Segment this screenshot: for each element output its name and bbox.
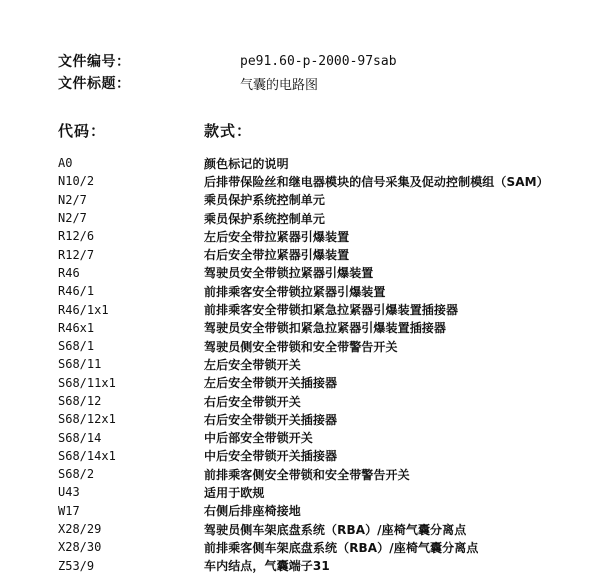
doc-title-label: 文件标题： [58, 76, 131, 92]
component-code: A0 [58, 156, 73, 171]
doc-number-value: pe91.60-p-2000-97sab [240, 53, 397, 69]
component-description: 驾驶员侧车架底盘系统（RBA）/座椅气囊分离点 [204, 522, 467, 537]
list-item [58, 154, 602, 172]
doc-number-row [58, 51, 397, 71]
component-code: X28/29 [58, 522, 102, 537]
component-description: 中后安全带锁开关插接器 [204, 449, 338, 464]
component-description: 右侧后排座椅接地 [204, 504, 301, 519]
component-code: N2/7 [58, 192, 87, 207]
list-item [58, 374, 602, 392]
list-item [58, 172, 602, 190]
doc-title-row [58, 73, 318, 93]
component-description: 驾驶员侧安全带锁和安全带警告开关 [204, 339, 398, 354]
list-item [58, 465, 602, 483]
component-code: U43 [58, 485, 80, 500]
component-description: 前排乘客安全带锁拉紧器引爆装置 [204, 284, 386, 299]
component-code: S68/14x1 [58, 448, 116, 463]
component-description: 适用于欧规 [204, 485, 265, 500]
component-code: S68/12x1 [58, 412, 116, 427]
component-list [58, 154, 602, 575]
list-item [58, 209, 602, 227]
component-code: S68/11 [58, 357, 102, 372]
component-description: 中后部安全带锁开关 [204, 431, 313, 446]
component-code: R46/1x1 [58, 302, 109, 317]
component-code: S68/11x1 [58, 375, 116, 390]
list-item [58, 319, 602, 337]
component-description: 乘员保护系统控制单元 [204, 211, 326, 226]
list-item [58, 300, 602, 318]
list-item [58, 264, 602, 282]
list-item [58, 483, 602, 501]
code-column-header: 代码： [58, 122, 107, 140]
component-description: 驾驶员安全带锁拉紧器引爆装置 [204, 266, 374, 281]
component-code: R46x1 [58, 320, 95, 335]
list-item [58, 520, 602, 538]
component-code: W17 [58, 503, 80, 518]
list-item [58, 502, 602, 520]
model-column-header: 款式： [204, 122, 253, 140]
component-description: 右后安全带锁开关 [204, 394, 301, 409]
doc-title-value: 气囊的电路图 [240, 77, 319, 93]
component-description: 左后安全带拉紧器引爆装置 [204, 229, 350, 244]
list-item [58, 282, 602, 300]
list-item [58, 191, 602, 209]
component-code: S68/1 [58, 339, 95, 354]
component-code: X28/30 [58, 540, 102, 555]
list-item [58, 337, 602, 355]
list-item [58, 227, 602, 245]
component-code: S68/2 [58, 467, 95, 482]
list-item [58, 557, 602, 575]
list-item [58, 410, 602, 428]
component-description: 前排乘客侧安全带锁和安全带警告开关 [204, 467, 410, 482]
list-item [58, 538, 602, 556]
component-description: 后排带保险丝和继电器模块的信号采集及促动控制模组（SAM） [204, 174, 549, 189]
list-item [58, 447, 602, 465]
component-code: R12/6 [58, 229, 95, 244]
component-code: N10/2 [58, 174, 95, 189]
component-code: Z53/9 [58, 558, 95, 573]
component-description: 车内结点，气囊端子31 [204, 559, 330, 574]
component-description: 前排乘客安全带锁扣紧急拉紧器引爆装置插接器 [204, 303, 459, 318]
list-item [58, 355, 602, 373]
list-item [58, 392, 602, 410]
component-code: R46/1 [58, 284, 95, 299]
component-code: S68/14 [58, 430, 102, 445]
component-code: N2/7 [58, 211, 87, 226]
component-description: 驾驶员安全带锁扣紧急拉紧器引爆装置插接器 [204, 321, 447, 336]
component-description: 左后安全带锁开关 [204, 357, 301, 372]
component-code: R46 [58, 265, 80, 280]
list-item [58, 245, 602, 263]
list-item [58, 428, 602, 446]
component-description: 乘员保护系统控制单元 [204, 193, 326, 208]
component-description: 前排乘客侧车架底盘系统（RBA）/座椅气囊分离点 [204, 540, 479, 555]
component-description: 左后安全带锁开关插接器 [204, 376, 338, 391]
component-description: 右后安全带拉紧器引爆装置 [204, 248, 350, 263]
component-description: 右后安全带锁开关插接器 [204, 412, 338, 427]
component-code: S68/12 [58, 394, 102, 408]
component-code: R12/7 [58, 247, 95, 262]
component-description: 颜色标记的说明 [204, 156, 289, 171]
doc-number-label: 文件编号： [58, 54, 131, 70]
